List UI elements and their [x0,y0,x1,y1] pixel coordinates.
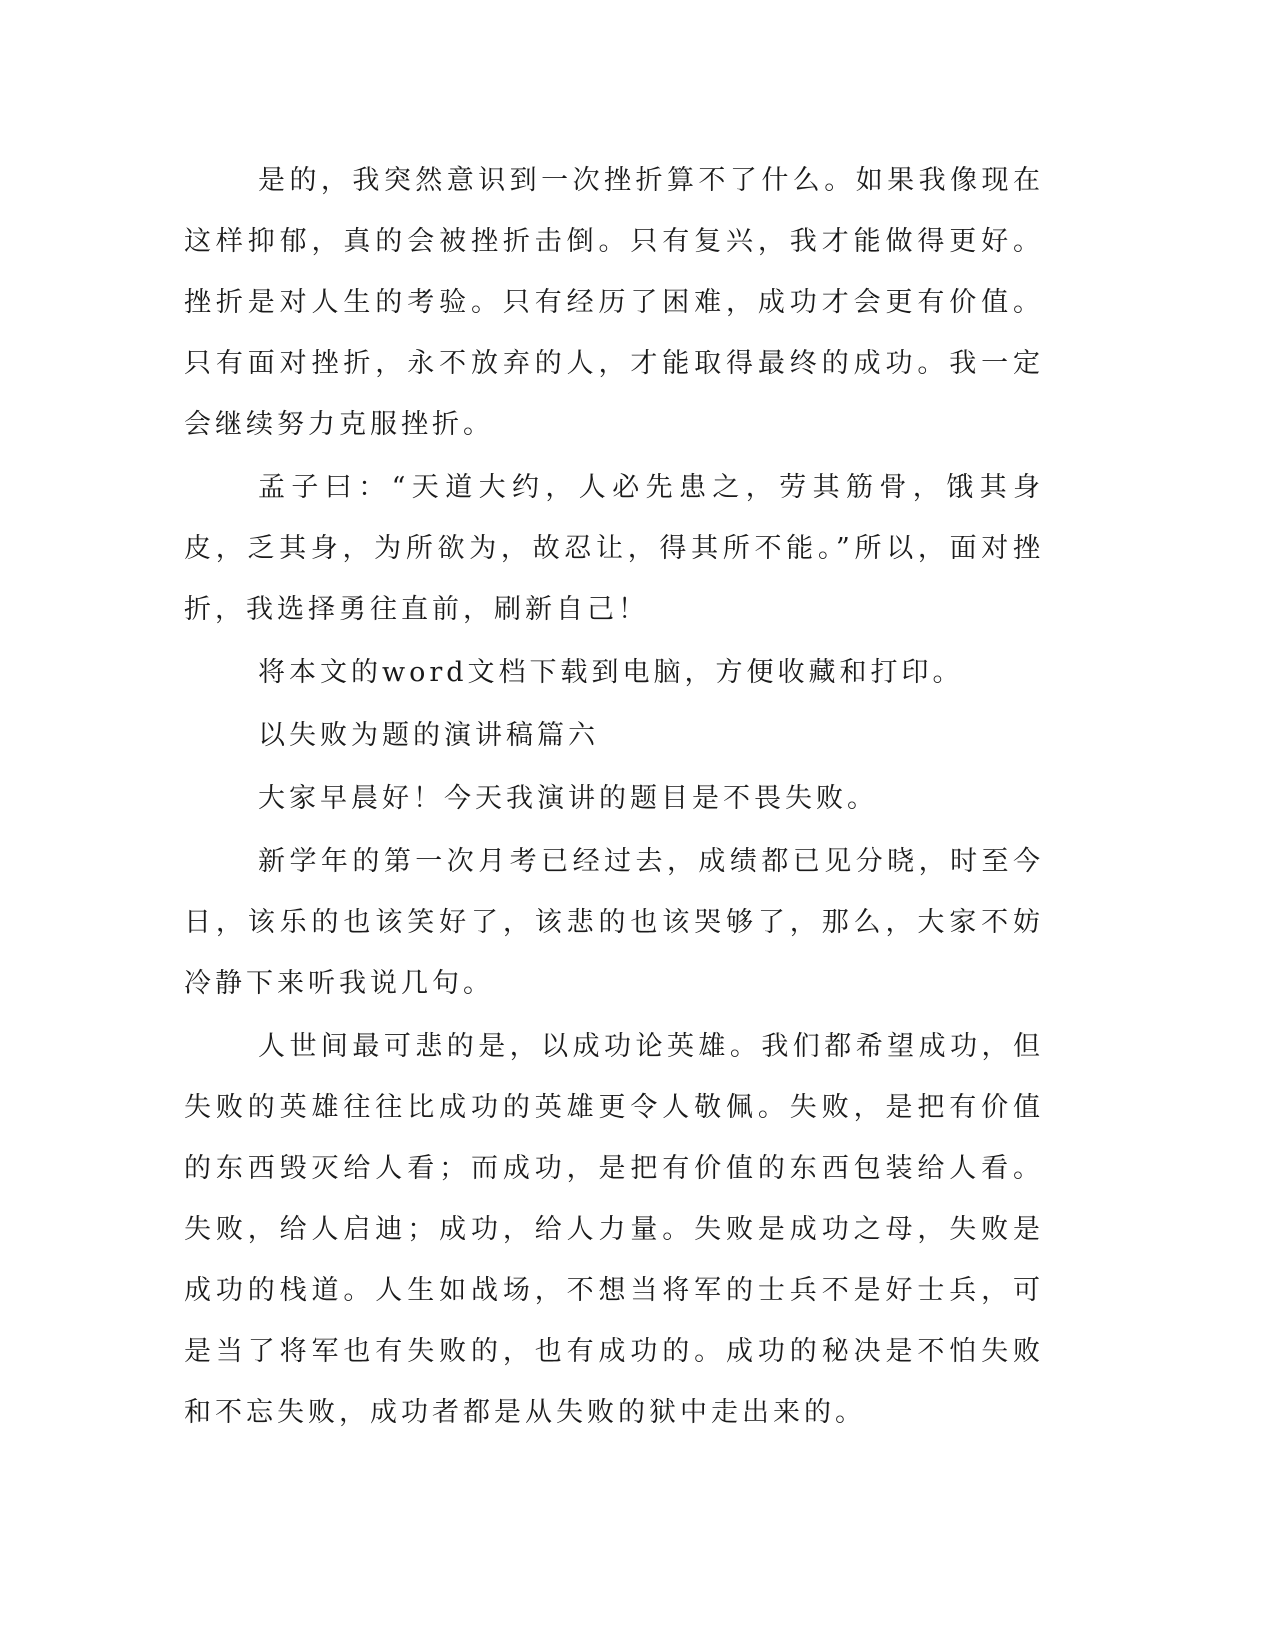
section-heading: 以失败为题的演讲稿篇六 [258,720,599,751]
paragraph-mencius-quote: 孟子曰：“天道大约，人必先患之，劳其筋骨，饿其身皮，乏其身，为所欲为，故忍让，得其所不能。”所以，面对挫折，我选择勇往直前，刷新自己！ [184,472,1044,625]
paragraph-setback: 是的，我突然意识到一次挫折算不了什么。如果我像现在这样抑郁，真的会被挫折击倒。只有复兴，我才能做得更好。挫折是对人生的考验。只有经历了困难，成功才会更有价值。只有面对挫折，永不放弃的人，才能取得最终的成功。我一定会继续努力克服挫折。 [184,165,1044,440]
document-body [184,150,1044,1443]
paragraph-failure-success: 人世间最可悲的是，以成功论英雄。我们都希望成功，但失败的英雄往往比成功的英雄更令人敬佩。失败，是把有价值的东西毁灭给人看；而成功，是把有价值的东西包装给人看。失败，给人启迪；成功，给人力量。失败是成功之母，失败是成功的栈道。人生如战场，不想当将军的士兵不是好士兵，可是当了将军也有失败的，也有成功的。成功的秘决是不怕失败和不忘失败，成功者都是从失败的狱中走出来的。 [184,1031,1044,1428]
paragraph-greeting: 大家早晨好！今天我演讲的题目是不畏失败。 [258,783,878,814]
paragraph-monthly-exam: 新学年的第一次月考已经过去，成绩都已见分晓，时至今日，该乐的也该笑好了，该悲的也该哭够了，那么，大家不妨冷静下来听我说几句。 [184,846,1044,999]
paragraph-download-note: 将本文的word文档下载到电脑，方便收藏和打印。 [258,657,964,688]
